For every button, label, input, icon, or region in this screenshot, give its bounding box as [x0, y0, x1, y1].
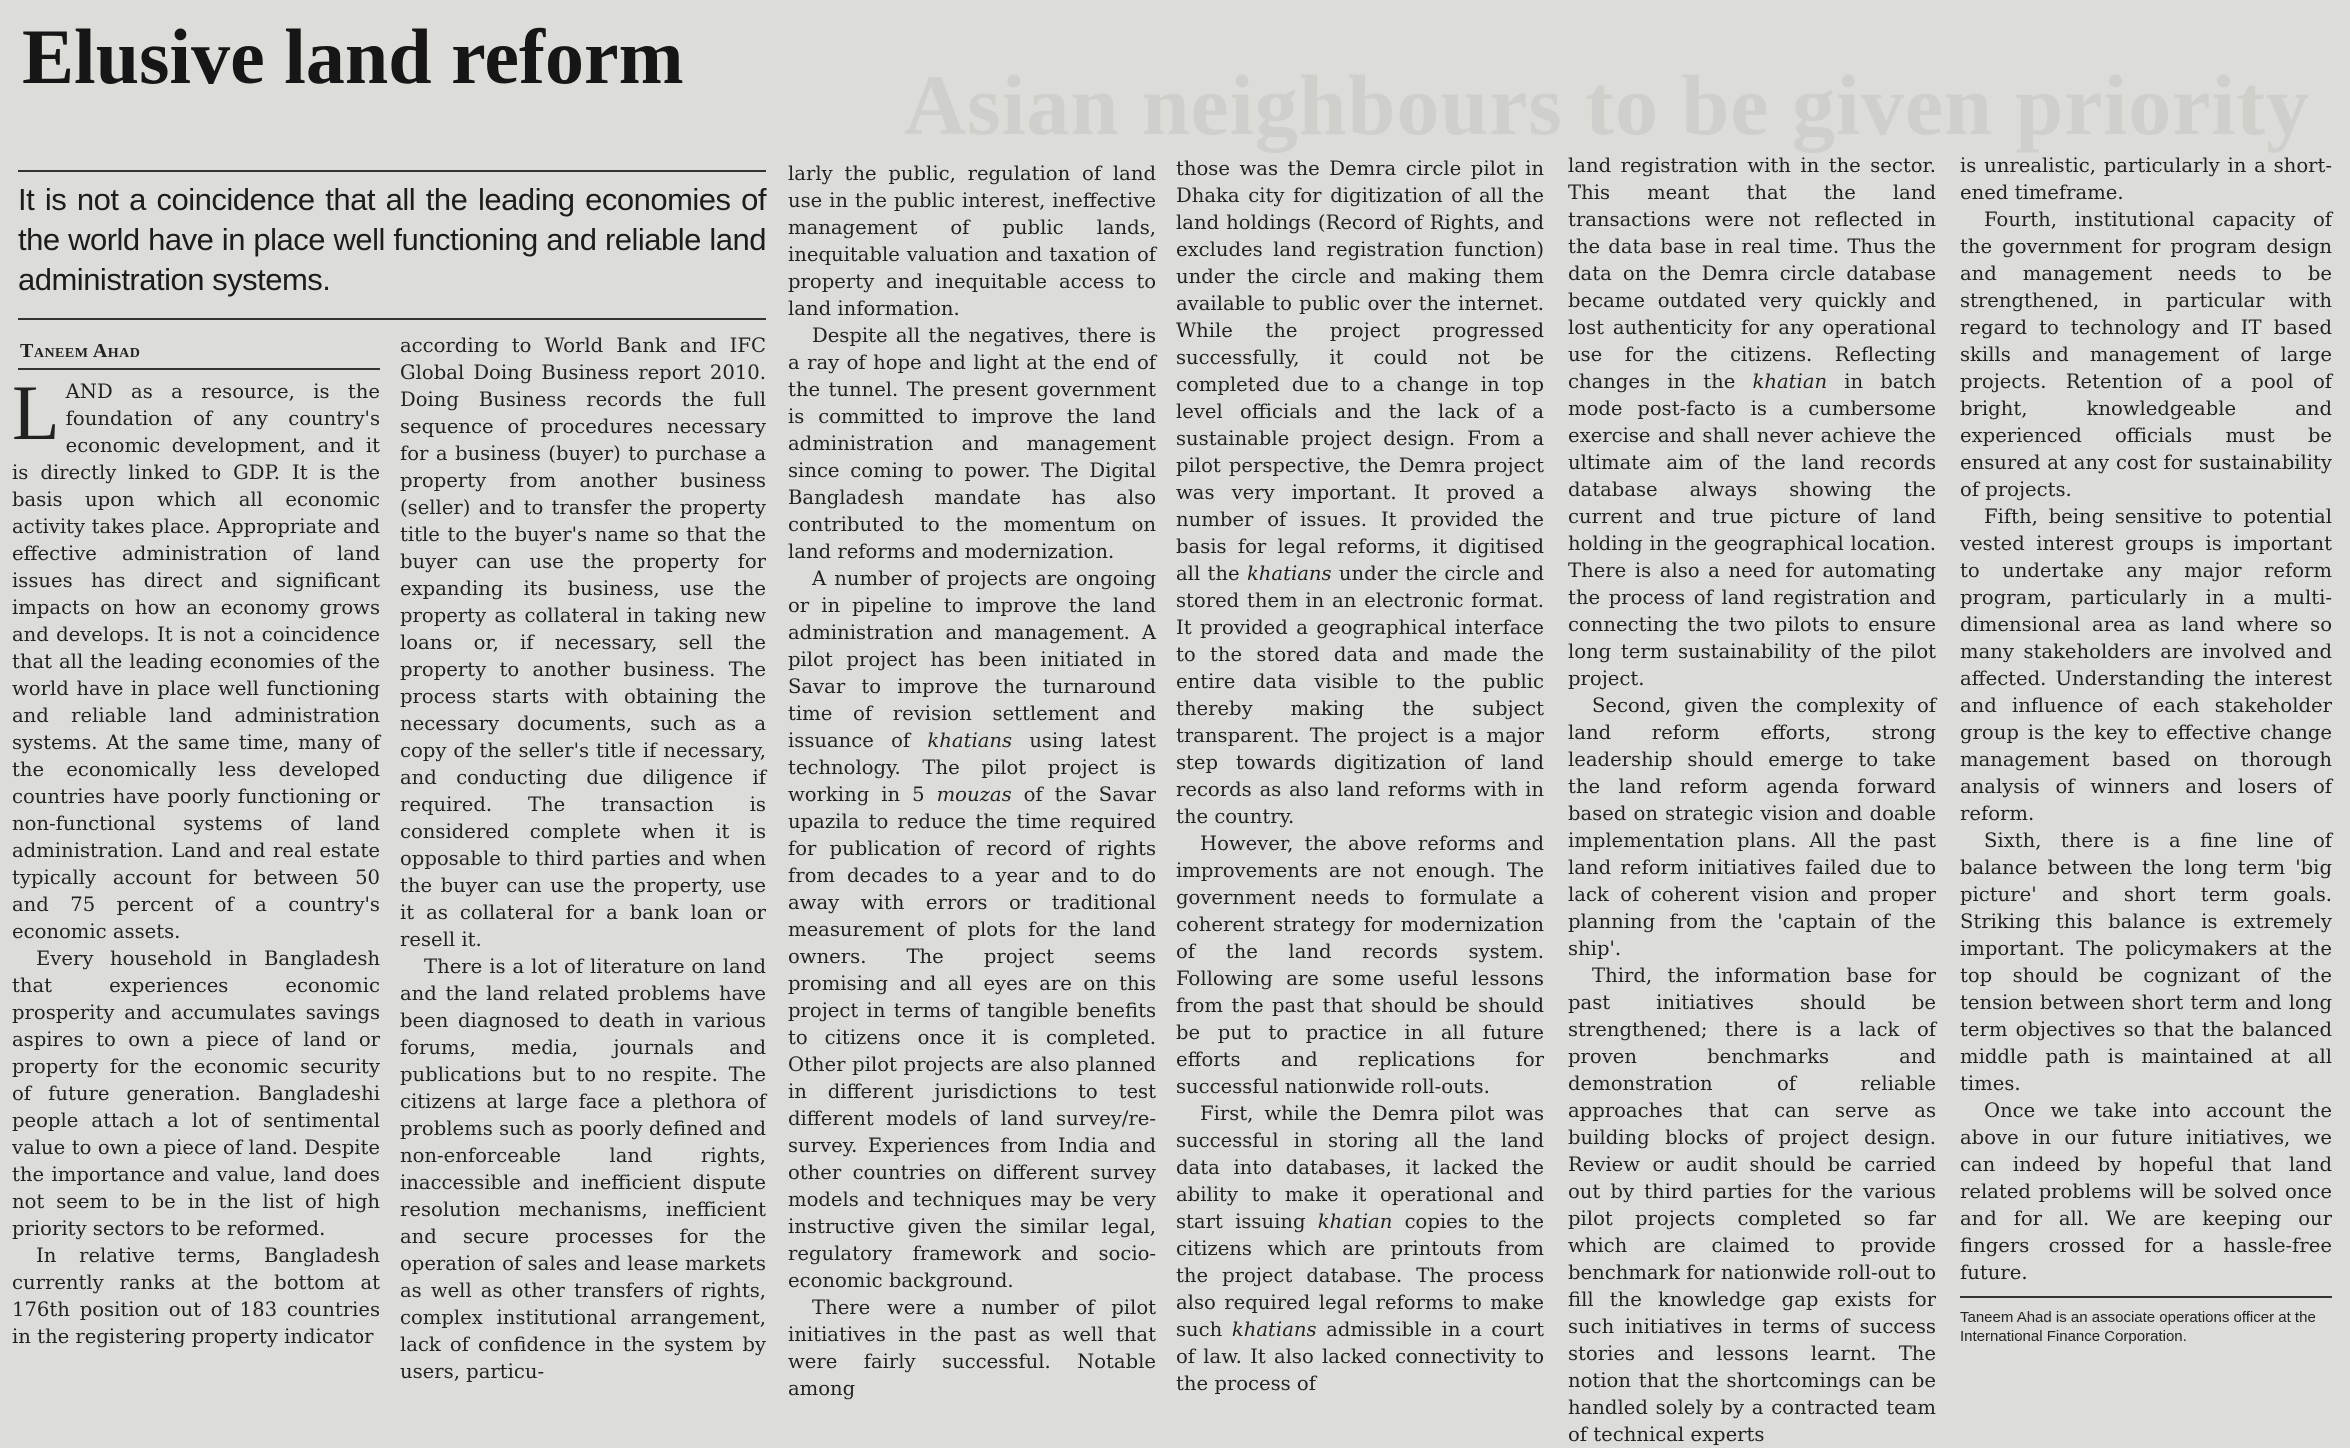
- text-run: using latest technology. The pilot project is working in 5: [788, 729, 1157, 806]
- author-bio: Taneem Ahad is an associate operations officer at the International Finance Corporation.: [1960, 1309, 2316, 1345]
- paragraph: Fourth, institutional capacity of the government for program design and management needs to be strengthened, in particular with regard to technology and IT based skills and management of large projects. Retention of a pool of bright, knowledgeable and experienced officials must be ensured at any cost for sustainability of projects.: [1960, 208, 2332, 501]
- text-run: First, while the Demra pilot was successful in storing all the land data into databases, it lacked the ability to make it operational and start issuing: [1176, 1102, 1544, 1233]
- text-run: land registration with in the sector. This meant that the land transactions were not reflected in the data base in real time. Thus the data on the Demra circle database became outdated very quickly and lost authenticity for any operational use for the citizens. Reflecting changes in the: [1568, 154, 1936, 393]
- deck-bottom-rule: [18, 318, 766, 320]
- deck-top-rule: [18, 170, 766, 172]
- text-run: of the Savar upazila to reduce the time required for publication of record of rights from decades to a year and to do away with errors or traditional measurement of plots for the land owners. The project seems promising and all eyes are on this project in terms of tangible benefits to citizens once it is completed. Other pilot projects are also planned in different jurisdictions to test different models of land survey/re-survey. Experiences from India and other countries on different survey models and techniques may be very instructive given the similar legal, regulatory framework and socio-economic background.: [788, 783, 1156, 1292]
- paragraph: There were a number of pilot initiatives in the past as well that were fairly successful. Notable among: [788, 1296, 1156, 1400]
- column-5: [1568, 152, 1936, 1446]
- paragraph: In relative terms, Bangladesh currently ranks at the bottom at 176th position out of 183 countries in the registering property indicator: [12, 1244, 380, 1348]
- italic-term: khatians: [1231, 1318, 1317, 1341]
- italic-term: khatian: [1317, 1210, 1393, 1233]
- article-deck: It is not a coincidence that all the leading economies of the world have in place well functioning and reliable land administration systems.: [18, 182, 766, 297]
- column-6: [1960, 152, 2332, 1355]
- paragraph: Every household in Bangladesh that experiences economic prosperity and accumulates savings aspires to own a piece of land or property for the economic security of future generation. Bangladeshi people attach a lot of sentimental value to own a piece of land. Despite the importance and value, land does not seem to be in the list of high priority sectors to be reformed.: [12, 947, 380, 1240]
- paragraph: There is a lot of literature on land and the land related problems have been diagnosed to death in various forums, media, journals and publications but to no respite. The citizens at large face a plethora of problems such as poorly defined and non-enforceable land rights, inaccessible and inefficient dispute resolution mechanisms, inefficient and secure processes for the operation of sales and lease markets as well as other transfers of rights, complex institutional arrangement, lack of confidence in the system by users, particu-: [400, 955, 766, 1383]
- paragraph: is unrealistic, particularly in a short-ened timeframe.: [1960, 154, 2332, 204]
- column-4: [1176, 155, 1544, 1395]
- italic-term: mouzas: [936, 783, 1012, 806]
- text-run: A number of projects are ongoing or in pipeline to improve the land administration and management. A pilot project has been initiated in Savar to improve the turnaround time of revision settlement and issuance of: [788, 567, 1156, 752]
- column-2: [400, 332, 766, 1383]
- text-run: under the circle and stored them in an electronic format. It provided a geographical interface to the stored data and made the entire data visible to the public thereby making the subject transparent. The project is a major step towards digitization of land records as also land reforms with in the country.: [1176, 562, 1544, 828]
- paragraph: Despite all the negatives, there is a ray of hope and light at the end of the tunnel. The present government is committed to improve the land administration and management since coming to power. The Digital Bangladesh mandate has also contributed to the momentum on land reforms and modernization.: [788, 324, 1156, 563]
- bio-rule: [1960, 1296, 2332, 1298]
- byline: Taneem Ahad: [20, 340, 141, 362]
- text-run: admissible in a court of law. It also lacked connectivity to the process of: [1176, 1318, 1544, 1395]
- column-3: [788, 160, 1157, 1400]
- paragraph: Sixth, there is a fine line of balance between the long term 'big picture' and short term goals. Striking this balance is extremely important. The policymakers at the top should be cognizant of the tension between short term and long term objectives so that the balanced middle path is maintained at all times.: [1960, 829, 2332, 1095]
- italic-term: khatians: [1246, 562, 1332, 585]
- column-1: [12, 369, 380, 1355]
- paragraph: Second, given the complexity of land reform efforts, strong leadership should emerge to take the land reform agenda forward based on strategic vision and doable implementation plans. All the past land reform initiatives failed due to lack of coherent vision and proper planning from the 'captain of the ship'.: [1568, 694, 1936, 960]
- text-run: copies to the citizens which are printouts from the project database. The process also required legal reforms to make such: [1176, 1210, 1544, 1341]
- paragraph: However, the above reforms and improvements are not enough. The government needs to formulate a coherent strategy for modernization of the land records system. Following are some useful lessons from the past that should be should be put to practice in all future efforts and replications for successful nationwide roll-outs.: [1176, 832, 1544, 1098]
- paragraph: Once we take into account the above in our future initiatives, we can indeed by hopeful that land related problems will be solved once and for all. We are keeping our fingers crossed for a hassle-free future.: [1960, 1099, 2332, 1284]
- article-headline: Elusive land reform: [22, 13, 684, 100]
- paragraph: Third, the information base for past initiatives should be strengthened; there is a lack of proven benchmarks and demonstration of reliable approaches that can serve as building blocks of project design. Review or audit should be carried out by third parties for the various pilot projects completed so far which are claimed to provide benchmark for nationwide roll-out to fill the knowledge gap exists for such initiatives in terms of success stories and lessons learnt. The notion that the shortcomings can be handled solely by a contracted team of technical experts: [1568, 964, 1936, 1446]
- paragraph: larly the public, regulation of land use in the public interest, ineffective management of public lands, inequitable valuation and taxation of property and inequitable access to land information.: [788, 162, 1156, 320]
- background-headline: Asian neighbours to be given priority: [904, 57, 2310, 153]
- paragraph: [1176, 155, 1544, 830]
- italic-term: khatian: [1752, 370, 1828, 393]
- text-run: those was the Demra circle pilot in Dhaka city for digitization of all the land holdings (Record of Rights, and excludes land registration function) under the circle and making them available to public over the internet. While the project progressed successfully, it could not be completed due to a change in top level officials and the lack of a sustainable project design. From a pilot perspective, the Demra project was very important. It proved a number of issues. It provided the basis for legal reforms, it digitised all the: [1176, 157, 1544, 585]
- text-run: in batch mode post-facto is a cumbersome exercise and shall never achieve the ultimate aim of the land records database always showing the current and true picture of land holding in the geographical location. There is also a need for automating the process of land registration and connecting the two pilots to ensure long term sustainability of the pilot project.: [1568, 370, 1936, 690]
- paragraph: [1176, 1100, 1544, 1397]
- lead-text: AND as a resource, is the foundation of any country's economic development, and it is directly linked to GDP. It is the basis upon which all economic activity takes place. Appropriate and effective administration of land issues has direct and significant impacts on how an economy grows and develops. It is not a coincidence that all the leading economies of the world have in place well functioning and reliable land administration systems. At the same time, many of the economically less developed countries have poorly functioning or non-functional systems of land administration. Land and real estate typically account for between 50 and 75 percent of a country's economic assets.: [12, 380, 380, 943]
- drop-cap: L: [12, 369, 60, 456]
- paragraph: [788, 565, 1156, 1294]
- lead-paragraph: [12, 369, 380, 945]
- paragraph: [1568, 152, 1936, 692]
- paragraph: Fifth, being sensitive to potential vested interest groups is important to undertake any major reform program, particularly in a multi-dimensional area as land where so many stakeholders are involved and affected. Understanding the interest and influence of each stakeholder group is the key to effective change management based on thorough analysis of winners and losers of reform.: [1960, 505, 2332, 825]
- paragraph: according to World Bank and IFC Global Doing Business report 2010. Doing Business records the full sequence of procedures necessary for a business (buyer) to purchase a property from another business (seller) and to transfer the property title to the buyer's name so that the buyer can use the property for expanding its business, use the property as collateral in taking new loans or, if necessary, sell the property to another business. The process starts with obtaining the necessary documents, such as a copy of the seller's title if necessary, and conducting due diligence if required. The transaction is considered complete when it is opposable to third parties and when the buyer can use the property, use it as collateral for a bank loan or resell it.: [400, 334, 766, 951]
- byline-rule: [18, 368, 380, 370]
- italic-term: khatians: [927, 729, 1013, 752]
